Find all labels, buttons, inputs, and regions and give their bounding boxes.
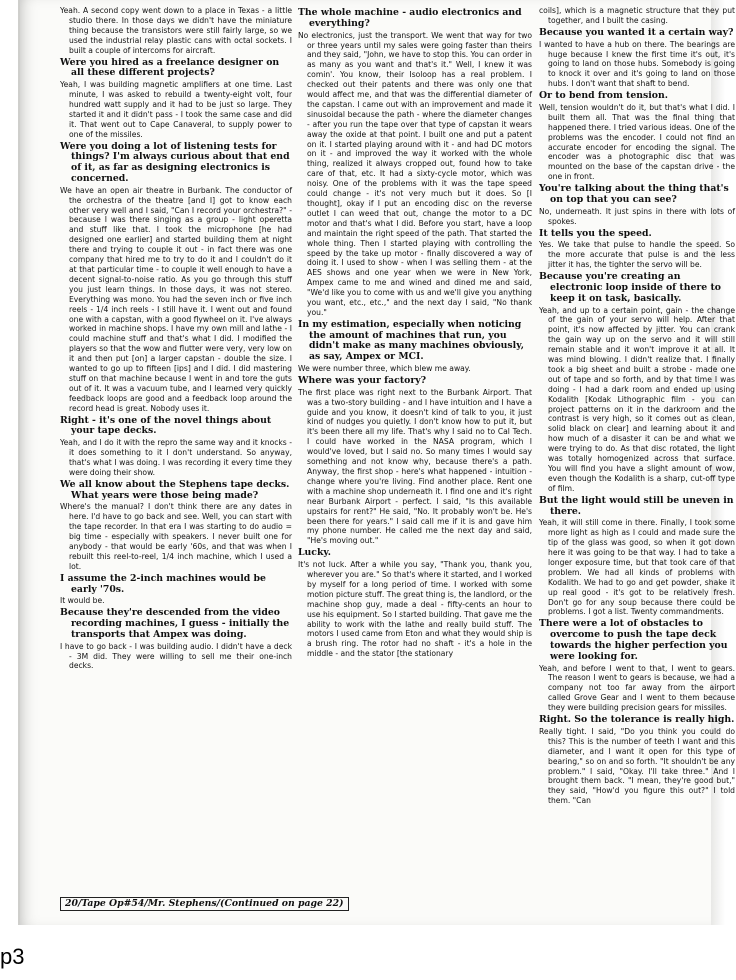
text-column-1: [60, 6, 292, 672]
interview-answer: It's not luck. After a while you say, "Thank you, thank you, wherever you are." So that's where it started, and I worked by myself for a long period of time. I worked with some motion picture stuff. The great thing is, the landlord, or the machine shop guy, made a deal - fifty-cents an hour to use his equipment. So I started building. That gave me the ability to work with the lathe and really build stuff. The motors I used came from Eton and what they would ship is a brush ring. The rotor had no shaft - it's a hole in the middle - and the stator [the stationary: [298, 560, 532, 659]
interview-question: Were you doing a lot of listening tests for things? I'm always curious about that end of it, as far as designing electronics is concerned.: [60, 140, 290, 184]
interview-answer: Where's the manual? I don't think there are any dates in here. I'd have to go back and see. Well, you can start with the tape recorder. In that era I was starting to do audio = big time - especially with speakers. I never built one for anybody - that would be early '60s, and that was when I rebuilt this reel-to-reel, 1/4 inch machine, which I used a lot.: [60, 502, 292, 571]
interview-answer: The first place was right next to the Burbank Airport. That was a two-story building - and I have intuition and I have a guide and you know, it doesn't kind of talk to you, it just kind of nudges you quietly. I don't know how to put it, but it's been there all my life. That's why I said no to Cal Tech. I could have worked in the NASA program, which I would've loved, but I said no. So many times I would say something and not know why, because there's a path. Anyway, the first shop - here's what happened - intuition - change where you're living. Find another place. Rent one with a machine shop underneath it. I find one and it's right near Burbank Airport - perfect. I said, "Is this available upstairs for rent?" He said, "No. It probably won't be. He's been there for years." I said call me if it is and gave him my phone number. He called me the next day and said, "He's moving out.": [298, 387, 532, 546]
interview-question: The whole machine - audio electronics and everything?: [298, 7, 522, 29]
interview-question: Lucky.: [298, 547, 331, 559]
interview-answer: I have to go back - I was building audio. I didn't have a deck - 3M did. They were willing to sell me their one-inch decks.: [60, 641, 292, 671]
interview-question: I assume the 2-inch machines would be early '70s.: [60, 572, 266, 595]
interview-answer: coils], which is a magnetic structure that they put together, and I built the casing.: [539, 6, 735, 25]
interview-answer: Well, tension wouldn't do it, but that's what I did. I built them all. That was the final thing that happened there. I tried various ideas. One of the problems was the encoder. I could not find an accurate encoder for encoding the signal. The encoder was a photographic disc that was mounted on the base of the capstan drive - the one in front.: [539, 102, 735, 182]
interview-question: Or to bend from tension.: [539, 90, 668, 102]
interview-answer: We were number three, which blew me away.: [298, 364, 471, 374]
interview-answer: Really tight. I said, "Do you think you could do this? This is the number of teeth I want and this diameter, and I want it open for this type of bearing," so on and so forth. "It shouldn't be any problem." I said, "Okay. I'll take three." And I brought them back. "I mean, they're good but," they said, "How'd you figure this out?" I told them. "Can: [539, 726, 735, 806]
interview-question: Right. So the tolerance is really high.: [539, 714, 735, 726]
interview-answer: It would be.: [60, 596, 105, 606]
interview-answer: Yeah, and up to a certain point, gain - the change of the gain of your servo will help. After that point, it's now affected by jitter. You can crank the gain way up on the servo and it will still remain stable and it won't improve it at all. It was mind blowing. I didn't realize that. I finally took a big sheet and built a strobe - made one out of tape and so forth, and by that time I was doing - I had a dark room and ended up using Kodalith [Kodak Lithographic film - you can project patterns on it in the darkroom and the contrast is very high, so it comes out as clean, solid black on clear] and learning about it and how much of a disaster it can be and what we were trying to do. As that disc rotated, the light was totally homogenized across that surface. You will find you have a slight amount of wow, even though the Kodalith is a sharp, cut-off type of film.: [539, 305, 735, 493]
interview-question: Because they're descended from the video recording machines, I guess - initially the transports that Ampex was doing.: [60, 607, 290, 640]
interview-answer: Yes. We take that pulse to handle the speed. So the more accurate that pulse is and the less jitter it has, the tighter the servo will be.: [539, 240, 735, 270]
interview-question: Right - it's one of the novel things about your tape decks.: [60, 414, 272, 437]
interview-question: Were you hired as a freelance designer on all these different projects?: [60, 56, 280, 79]
page-caption: p3: [0, 944, 25, 969]
interview-question: Because you wanted it a certain way?: [539, 26, 734, 38]
interview-question: In my estimation, especially when noticing the amount of machines that run, you didn't make as many machines obviously, as say, Ampex or MCI.: [298, 318, 524, 363]
magazine-page: [18, 0, 735, 925]
interview-answer: No, underneath. It just spins in there with lots of spokes.: [539, 206, 735, 226]
interview-answer: I wanted to have a hub on there. The bearings are huge because I knew the first time it's out, it's going to land on those hubs. Somebody is going to knock it over and it's going to land on those hubs. I don't want that shaft to bend.: [539, 39, 735, 89]
interview-answer: Yeah, it will still come in there. Finally, I took some more light as high as I could and made sure the tip of the glass was good, so when it got down here it was going to be that way. I had to take a longer exposure time, but that took care of that problem. We had all kinds of problems with Kodalith. We had to go and get powder, shake it up real good - it's got to be relatively fresh. Don't go for any soup because there could be problems. I got a list. Twenty commandments.: [539, 518, 735, 617]
interview-question: We all know about the Stephens tape decks. What years were those being made?: [60, 478, 290, 501]
interview-question: Because you're creating an electronic loop inside of there to keep it on task, basically.: [539, 271, 721, 304]
text-column-3: [539, 6, 735, 807]
interview-answer: Yeah, and I do it with the repro the same way and it knocks - it does something to it I don't understand. So anyway, that's what I was doing. I was recording it every time they were doing their show.: [60, 438, 292, 477]
interview-answer: No electronics, just the transport. We went that way for two or three years until my sales were going faster than theirs and they said, "John, we have to stop this. You can order in as many as you want and that's it." Well, I knew it was comin'. You know, their Isoloop has a real problem. I checked out their patents and there was only one that would affect me, and that was the differential diameter of the capstan. I came out with an improvement and made it sinusoidal because the path - where the diameter changes - after you run the tape over that type of capstan it wears away the oxide at that point. I built one and put a patent on it. I started playing around with it - and had DC motors on it - and improved the way it worked with the whole thing, realized it always cropped out, found how to take care of that, etc. It had a sixty-cycle motor, which was noisy. One of the problems with it was the tape speed could change - it's not very much but it does. So [I thought], okay if I put an encoding disc on the reverse outlet I can weed that out, change the motor to a DC motor and that's what I did. Before you start, have a loop and maintain the right speed of the path. That started the whole thing. Then I started playing with controlling the speed by the take up motor - finally discovered a way of doing it. I used to show - when I was selling them - at the AES shows and one year when we were in New York, Ampex came to me and wined and dined me and said, "We'd like you to come with us and we'll give you anything you want, etc., etc.," and the next day I said, "No thank you.": [298, 30, 532, 317]
interview-answer: Yeah, I was building magnetic amplifiers at one time. Last minute, I was asked to rebuild a twenty-eight volt, four hundred watt supply and it had to be just so large. They started it and it didn't pass - I took the same case and did it. That went out to Cape Canaveral, to supply power to one of the missiles.: [60, 80, 292, 139]
text-column-2: [298, 6, 532, 660]
page-footer: 20/Tape Op#54/Mr. Stephens/(Continued on page 22): [60, 897, 349, 911]
interview-answer: Yeah, and before I went to that, I went to gears. The reason I went to gears is because, we had a company not too far away from the airport called Grove Gear and I went to them because they were building precision gears for missiles.: [539, 663, 735, 713]
interview-answer: We have an open air theatre in Burbank. The conductor of the orchestra of the theatre [and I] got to know each other very well and I said, "Can I record your orchestra?" - because I was there singing as a group - light operetta and stuff like that. I took the microphone [he had designed one earlier] and started building them at night there and trying to couple it out - in fact there was one company that hired me to try to do it and I couldn't do it at that particular time - to couple it well enough to have a decent signal-to-noise ratio. As you go through this stuff you just learn things. In those days, it was not stereo. Everything was mono. You had the seven inch or five inch reels - 1/4 inch reels - I still have it. I went out and found one with a capstan, with a good flywheel on it. I've always worked in machine shops. I have my own mill and lathe - I could machine stuff and that's what I did. I modified the players so that the wow and flutter were very, very low on it and then put [on] a larger capstan - double the size. I wanted to go up to fifteen [ips] and I did. I did mastering stuff on that machine because I went in and tore the guts out of it. It was a vacuum tube, and I learned very quickly feedback loops are good and a feedback loop around the record head is great. Nobody uses it.: [60, 185, 292, 413]
interview-question: Where was your factory?: [298, 374, 427, 386]
interview-question: There were a lot of obstacles to overcome to push the tape deck towards the higher perfection you were looking for.: [539, 618, 728, 662]
interview-question: It tells you the speed.: [539, 227, 652, 239]
interview-answer: Yeah. A second copy went down to a place in Texas - a little studio there. In those days we didn't have the miniature thing because the transistors were still fairly large, so we used the industrial relay plastic cans with octal sockets. I built a couple of intercoms for aircraft.: [60, 6, 292, 55]
interview-question: You're talking about the thing that's on top that you can see?: [539, 183, 729, 205]
interview-question: But the light would still be uneven in there.: [539, 494, 734, 517]
